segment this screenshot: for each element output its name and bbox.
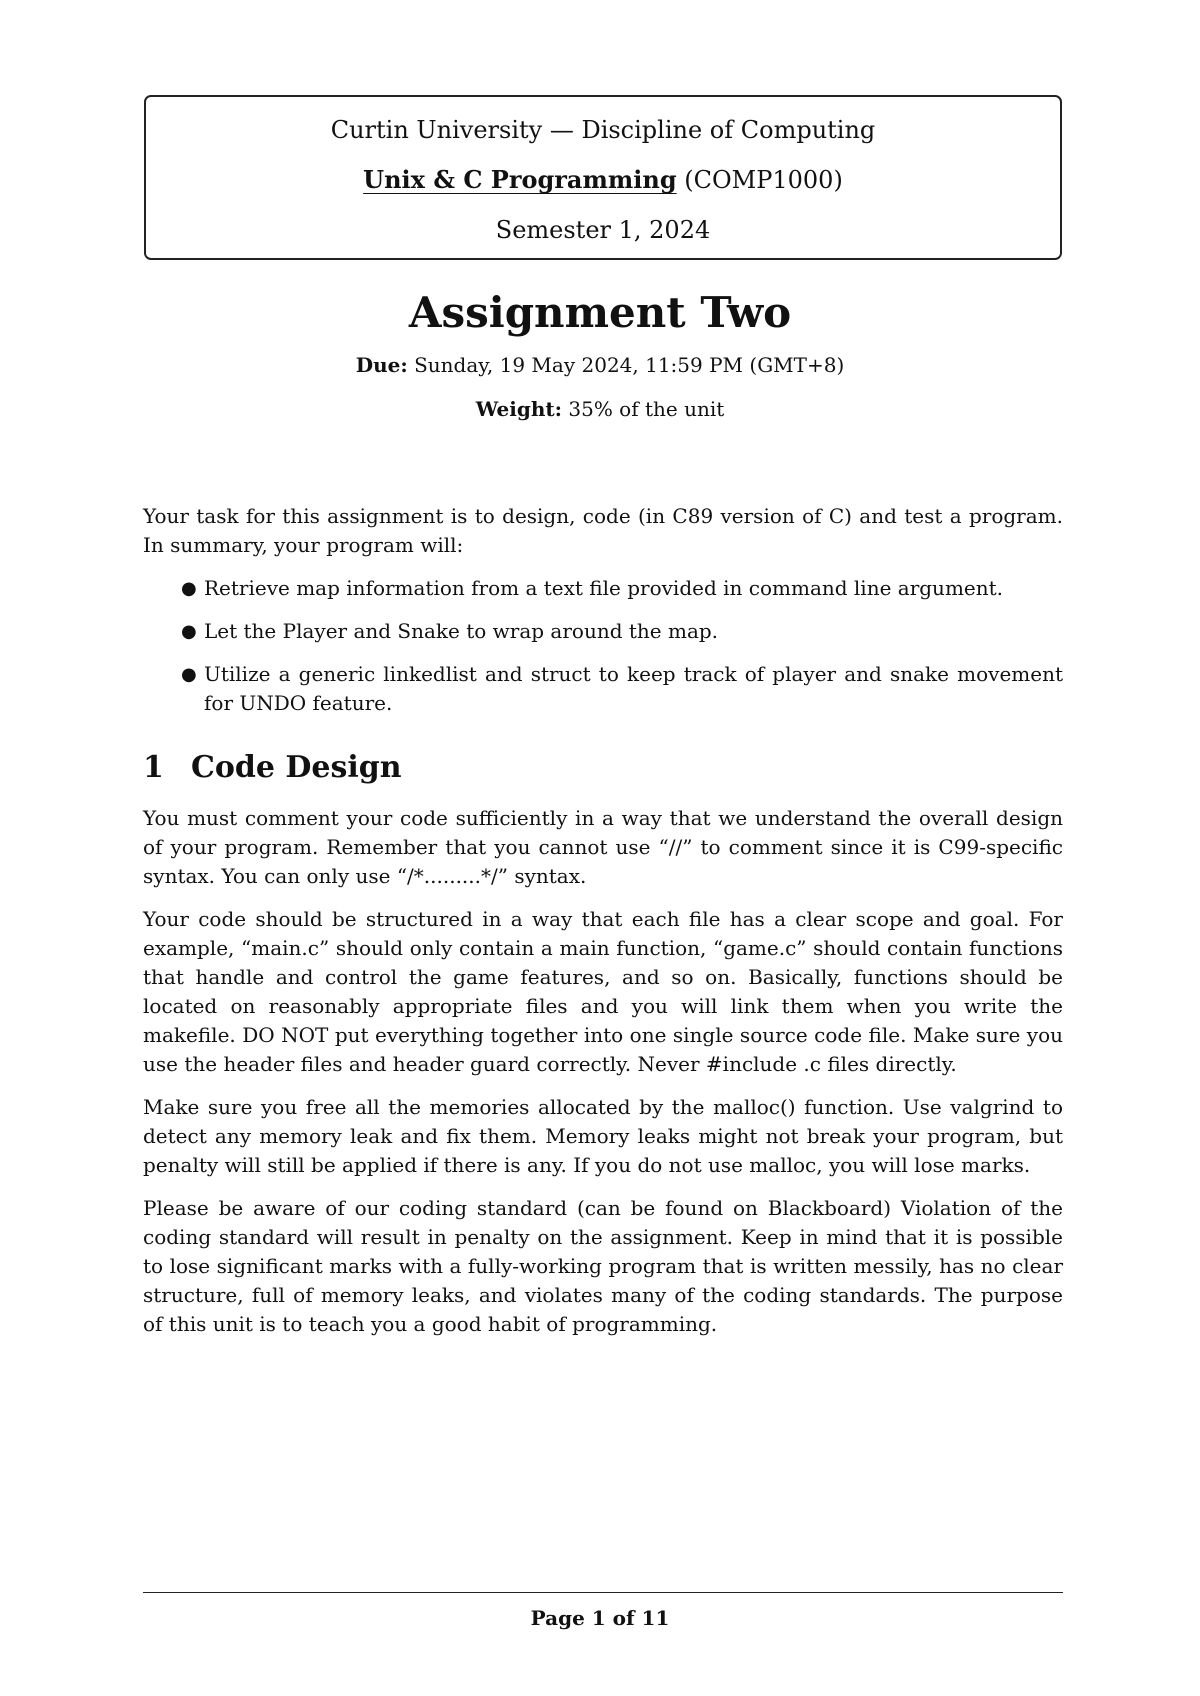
- paragraph-coding-standard: Please be aware of our coding standard (can be found on Blackboard) Violation of the coding standard will result in penalty on the assignment. Keep in mind that it is possible to lose significant marks with a fully-working program that is written messily, has no clear structure, full of memory leaks, and violates many of the coding standards. The purpose of this unit is to teach you a good habit of programming.: [143, 1196, 1063, 1336]
- section-heading: [143, 748, 1063, 788]
- unit-name: Unix & C Programming: [363, 165, 677, 194]
- section-number: 1: [143, 750, 164, 785]
- institution-line: Curtin University — Discipline of Computing: [330, 116, 876, 144]
- weight-label: Weight:: [475, 397, 563, 421]
- intro-paragraph: Your task for this assignment is to design, code (in C89 version of C) and test a program. In summary, your program will:: [143, 504, 1063, 557]
- list-item-text: Utilize a generic linkedlist and struct to keep track of player and snake movement for UNDO feature.: [204, 662, 1063, 715]
- header-box: [144, 95, 1062, 260]
- footer-divider: [143, 1592, 1063, 1593]
- bullet-icon: ●: [181, 578, 197, 599]
- semester-line: Semester 1, 2024: [495, 216, 711, 244]
- list-item: [143, 574, 1063, 603]
- list-item-text: Let the Player and Snake to wrap around the map.: [204, 619, 719, 643]
- list-item: [143, 660, 1063, 718]
- list-item: [143, 617, 1063, 646]
- body-content: [143, 502, 1063, 1353]
- due-value: Sunday, 19 May 2024, 11:59 PM (GMT+8): [414, 353, 845, 377]
- paragraph-comments: You must comment your code sufficiently in a way that we understand the overall design of your program. Remember that you cannot use “//” to comment since it is C99-specific syntax. You can only use “/*.........*/” syntax.: [143, 806, 1063, 888]
- summary-list: [143, 574, 1063, 718]
- weight-value: 35% of the unit: [568, 397, 725, 421]
- bullet-icon: ●: [181, 664, 197, 685]
- unit-line: [146, 165, 1060, 195]
- page-number: Page 1 of 11: [530, 1606, 670, 1630]
- weight-line: [0, 395, 1200, 423]
- due-label: Due:: [355, 353, 408, 377]
- document-title: Assignment Two: [408, 288, 792, 337]
- paragraph-structure: Your code should be structured in a way that each file has a clear scope and goal. For example, “main.c” should only contain a main function, “game.c” should contain functions that handle and control the game features, and so on. Basically, functions should be located on reasonably appropriate files and you will link them when you write the makefile. DO NOT put everything together into one single source code file. Make sure you use the header files and header guard correctly. Never #include .c files directly.: [143, 907, 1063, 1076]
- list-item-text: Retrieve map information from a text file provided in command line argument.: [204, 576, 1004, 600]
- unit-code: (COMP1000): [684, 166, 843, 194]
- bullet-icon: ●: [181, 621, 197, 642]
- paragraph-memory: Make sure you free all the memories allocated by the malloc() function. Use valgrind to detect any memory leak and fix them. Memory leaks might not break your program, but penalty will still be applied if there is any. If you do not use malloc, you will lose marks.: [143, 1095, 1063, 1177]
- section-title: Code Design: [191, 750, 402, 785]
- due-line: [0, 351, 1200, 379]
